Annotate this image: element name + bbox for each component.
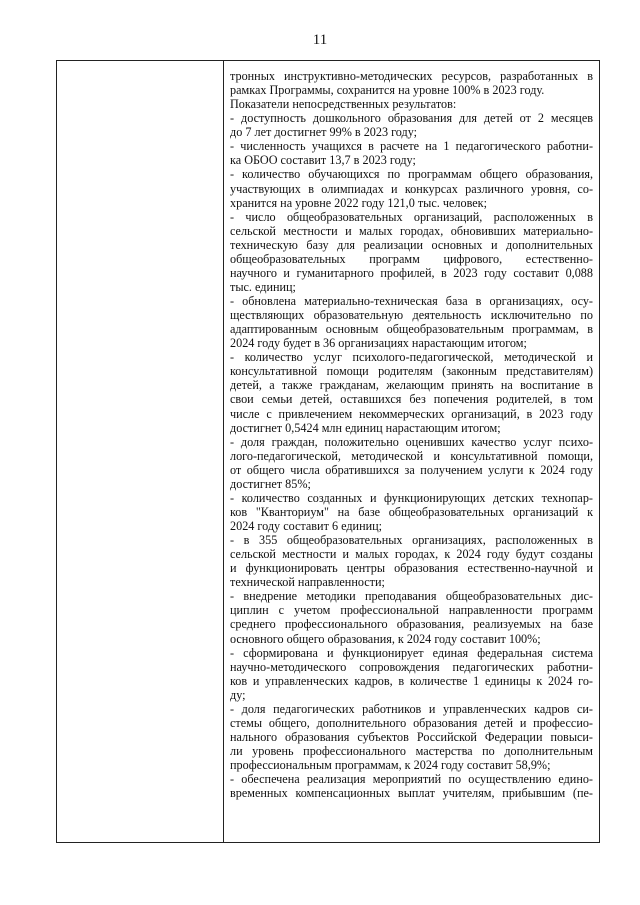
document-table [56,60,600,843]
text-line: до 7 лет достигнет 99% в 2023 году; [230,125,418,140]
text-line: нального образования субъектов Российской Федерации повыси- [230,729,593,744]
text-line: рамках Программы, сохранится на уровне 100% в 2023 году. [230,83,545,98]
text-line: технической направленности; [230,575,385,590]
text-line: хранится на уровне 2022 году 121,0 тыс. человек; [230,195,487,210]
text-line: свои семьи детей, оставшихся без попечения родителей, в том [230,392,593,407]
text-line: - сформирована и функционирует единая федеральная система [230,645,593,660]
text-line: участвующих в олимпиадах и конкурсах различного уровня, со- [230,181,593,196]
text-line: и функционировать центры образования естественно-научной и [230,561,593,576]
text-line: 2024 году составит 6 единиц; [230,519,383,533]
text-line: техническую базу для реализации основных и дополнительных [230,237,593,252]
text-line: ли уровень профессионального мастерства по дополнительным [230,744,593,758]
table-left-cell [57,61,224,842]
text-line: от общего числа обратившихся за получением услуги к 2024 году [230,462,593,477]
text-line: - численность учащихся в расчете на 1 педагогического работни- [230,139,593,154]
text-line: ществляющих образовательную деятельность исключительно по [230,308,593,323]
text-line: 2024 году будет в 36 организациях нарастающим итогом; [230,336,527,351]
text-line: общеобразовательных программ цифрового, естественно- [230,251,593,266]
text-line: - обеспечена реализация мероприятий по осуществлению едино- [230,772,593,787]
text-line: - обновлена материально-техническая база в организациях, осу- [230,294,593,308]
text-line: - количество обучающихся по программам общего образования, [230,167,593,182]
text-line: достигнет 85%; [230,476,311,491]
text-line: достигнет 0,5424 млн единиц нарастающим итогом; [230,420,501,435]
text-line: сельской местности и малых городах, к 2024 году будут созданы [230,547,593,562]
text-line: стемы общего, дополнительного образования детей и профессио- [230,715,593,730]
text-line: основного общего образования, к 2024 году составит 100%; [230,631,541,646]
text-line: ка ОБОО составит 13,7 в 2023 году; [230,153,416,168]
text-line: циплин с учетом профессиональной направленности программ [230,603,593,618]
table-right-cell [224,61,599,842]
text-line: - в 355 общеобразовательных организациях, расположенных в [230,533,593,548]
text-line: адаптированным основным общеобразовательным программам, в [230,322,593,337]
text-line: - доступность дошкольного образования для детей от 2 месяцев [230,111,593,126]
text-line: временных компенсационных выплат учителям, прибывшим (пе- [230,786,593,801]
text-line: тыс. единиц; [230,279,296,294]
text-line: детей, а также гражданам, желающим принять на воспитание в [230,378,593,393]
text-line: консультативной помощи родителям (законным представителям) [230,364,593,379]
text-line: - доля граждан, положительно оценивших качество услуг психо- [230,434,593,449]
text-line: Показатели непосредственных результатов: [230,97,457,112]
text-line: лого-педагогической, методической и консультативной помощи, [230,448,593,463]
text-line: - внедрение методики преподавания общеобразовательных дис- [230,589,593,604]
text-line: научно-методического сопровождения педагогических работни- [230,659,593,674]
page-number: 11 [312,32,328,48]
text-line: научного и гуманитарного профилей, в 2023 году составит 0,088 [230,265,593,280]
text-line: среднего профессионального образования, реализуемых на базе [230,617,593,632]
text-line: тронных инструктивно-методических ресурсов, разработанных в [230,69,593,83]
text-line: - количество услуг психолого-педагогической, методической и [230,350,593,365]
text-line: ков "Кванториум" на базе общеобразовательных организаций к [230,504,593,519]
text-line: - доля педагогических работников и управленческих кадров си- [230,701,593,716]
text-line: числе с привлечением некоммерческих организаций, в 2023 году [230,406,593,421]
text-line: - число общеобразовательных организаций, расположенных в [230,209,593,224]
text-line: - количество созданных и функционирующих детских технопар- [230,490,593,505]
text-line: профессиональным программам, к 2024 году составит 58,9%; [230,758,551,773]
text-line: ду; [230,687,246,702]
text-line: ков и управленческих кадров, в количестве 1 единицы к 2024 го- [230,673,593,688]
text-line: сельской местности и малых городах, обновивших материально- [230,223,593,238]
